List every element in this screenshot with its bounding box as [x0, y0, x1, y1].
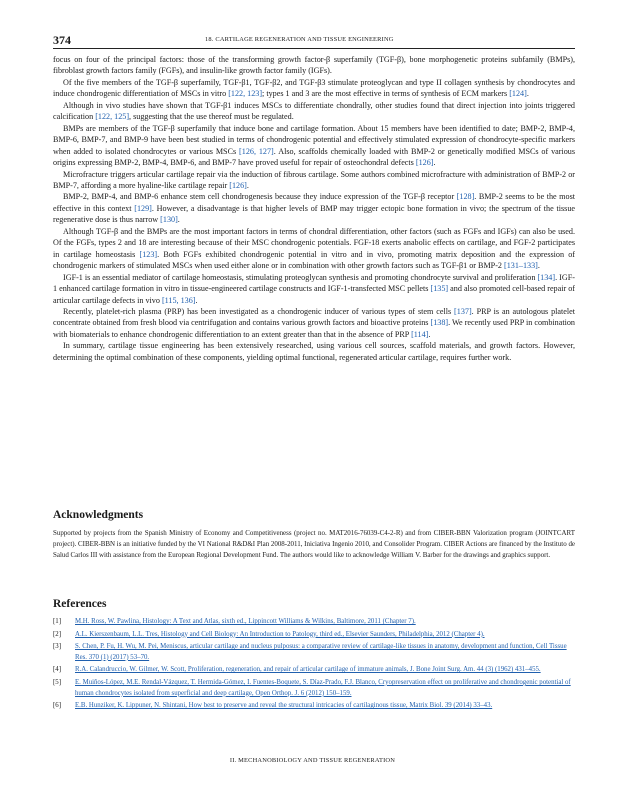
- text-run: .: [428, 329, 431, 339]
- body-paragraph: [53, 169, 575, 192]
- body-paragraph: [53, 100, 575, 123]
- text-run: . We recently used PRP in combination with biomaterials to enhance chondrogenic differentiation to an extent greater than that in the absence of PRP: [53, 318, 575, 339]
- text-run: BMP-2, BMP-4, and BMP-6 enhance stem cell chondrogenesis because they induce expression of the TGF-β receptor: [63, 192, 457, 202]
- text-run: Microfracture triggers articular cartilage repair via the induction of fibrous cartilage. Some authors combined microfracture with administration of BMP-2 or BMP-7, affording a more hyaline-like cartilage repair: [53, 169, 575, 190]
- citation-link[interactable]: [126]: [415, 158, 434, 168]
- reference-number: [2]: [53, 630, 61, 638]
- reference-link[interactable]: E.B. Hunziker, K. Lippuner, N. Shintani, How best to preserve and reveal the structural intricacies of cartilaginous tissue, Matrix Biol. 39 (2014) 33–43.: [75, 702, 493, 710]
- body-paragraph: [53, 77, 575, 100]
- part-footer: II. MECHANOBIOLOGY AND TISSUE REGENERATION: [229, 757, 396, 764]
- body-paragraph: [53, 54, 575, 77]
- citation-link[interactable]: [131–133]: [504, 261, 538, 271]
- text-run: .: [537, 261, 540, 271]
- reference-link[interactable]: A.L. Kierszenbaum, L.L. Tres, Histology and Cell Biology: An Introduction to Patology, third ed., Elsevier Saunders, Philadelphia, 2012 (Chapter 4).: [75, 630, 485, 638]
- text-run: . PRP is an autologous platelet concentrate obtained from fresh blood via centrifugation and contains various growth factors and bioactive proteins: [53, 306, 575, 328]
- citation-link[interactable]: [124]: [509, 89, 527, 99]
- text-run: Although TGF-β and the BMPs are the most important factors in terms of chondral differentiation, other factors (such as FGFs and IGFs) can also be used. Of the FGFs, types 2 and 18 are interesting because of their MSC chondrogenic potentials. FGF-18 exerts anabolic effects on cartilage, and FGF-2 participates in cartilage homeostasis: [53, 226, 575, 259]
- body-paragraph: [53, 272, 575, 306]
- text-run: Recently, platelet-rich plasma (PRP) has been investigated as a chondrogenic inducer of various types of stem cells: [63, 306, 455, 316]
- text-run: .: [246, 180, 249, 190]
- text-run: .: [433, 158, 436, 168]
- reference-number: [1]: [53, 618, 61, 625]
- text-run: .: [177, 215, 180, 225]
- text-run: . Also, scaffolds chemically loaded with BMP-2 or genetically modified MSCs of various origins expressing BMP-2, BMP-4, BMP-6, and BMP-7 have proved useful for repair of osteochondral defects: [53, 146, 576, 168]
- running-head: [53, 32, 575, 49]
- body-paragraph: [53, 340, 575, 363]
- body-paragraph: [53, 226, 575, 272]
- citation-link[interactable]: [122, 125]: [95, 112, 130, 122]
- reference-item: [53, 701, 575, 712]
- citation-link[interactable]: [123]: [139, 249, 158, 259]
- reference-number: [3]: [53, 643, 61, 651]
- body-paragraph: [53, 306, 575, 340]
- chapter-title: 18. CARTILAGE REGENERATION AND TISSUE ENGINEERING: [205, 36, 394, 43]
- reference-number: [4]: [53, 666, 61, 674]
- reference-item: [53, 678, 575, 699]
- reference-item: [53, 630, 575, 641]
- citation-link[interactable]: [126]: [229, 180, 247, 190]
- citation-link[interactable]: [130]: [160, 215, 178, 225]
- text-run: and also promoted cell-based repair of articular cartilage defects in vivo: [53, 284, 576, 305]
- acknowledgments-text: Supported by projects from the Spanish Ministry of Economy and Competitiveness (project no. MAT2016-76039-C4-2-R) and from CIBER-BBN Valorization program (JOINTCART project). CIBER-BBN is an initiative funded by the VI National R&D&I Plan 2008-2011, Iniciativa Ingenio 2010, and Consolider Program. CIBER Actions are financed by the Instituto de Salud Carlos III with assistance from the European Regional Development Fund. The authors would like to acknowledge William V. Barber for the drawings and graphics support.: [53, 529, 575, 560]
- text-run: .: [526, 89, 529, 99]
- citation-link[interactable]: [126, 127]: [239, 146, 274, 156]
- citation-link[interactable]: [137]: [454, 306, 472, 316]
- text-run: In summary, cartilage tissue engineering has been extensively researched, using various cell sources, scaffold materials, and growth factors. However, determining the optimal combination of these components, yielding optimal functional, regenerated articular cartilage, requires further work.: [53, 341, 575, 362]
- citation-link[interactable]: [135]: [430, 284, 449, 294]
- citation-link[interactable]: [115, 136]: [161, 295, 196, 305]
- acknowledgments-heading: Acknowledgments: [53, 509, 144, 521]
- reference-item: [53, 665, 575, 676]
- citation-link[interactable]: [122, 123]: [228, 89, 263, 99]
- citation-link[interactable]: [134]: [537, 272, 556, 282]
- reference-list: [53, 617, 575, 714]
- body-paragraph: [53, 191, 575, 225]
- references-heading: References: [53, 598, 107, 610]
- text-run: .: [195, 295, 198, 305]
- reference-number: [5]: [53, 678, 61, 686]
- citation-link[interactable]: [128]: [456, 192, 475, 202]
- citation-link[interactable]: [138]: [430, 318, 449, 328]
- text-run: Although in vivo studies have shown that TGF-β1 induces MSCs to differentiate chondrally, other studies found that direct injection into joints triggered calcification: [53, 100, 575, 122]
- text-run: BMPs are members of the TGF-β superfamily that induce bone and cartilage formation. About 15 members have been identified to date; BMP-2, BMP-4, BMP-6, BMP-7, and BMP-9 have been best studied in terms of chondrogenic potential and effectively stimulated expression of chondrocyte-specific markers when added to isolated chondrocytes or various MSCs: [53, 123, 575, 156]
- body-text: [53, 54, 575, 363]
- reference-item: [53, 617, 575, 628]
- reference-link[interactable]: E. Muiños-López, M.E. Rendal-Vázquez, T. Hermida-Gómez, I. Fuentes-Boquete, S. Díaz-Prado, F.J. Blanco, Cryopreservation effect on proliferative and chondrogenic potential of human chondrocytes isolated from superficial and deep cartilage, Open Orthop. J. 6 (2012) 150–159.: [75, 678, 571, 697]
- text-run: ; types 1 and 3 are the most effective in terms of synthesis of ECM markers: [262, 89, 510, 99]
- reference-number: [6]: [53, 702, 61, 710]
- citation-link[interactable]: [114]: [411, 329, 429, 339]
- text-run: IGF-1 is an essential mediator of cartilage homeostasis, stimulating proteoglycan synthesis and promoting chondrocyte survival and proliferation: [63, 272, 538, 282]
- text-run: Of the five members of the TGF-β superfamily, TGF-β1, TGF-β2, and TGF-β3 stimulate proteoglycan and type II collagen synthesis by chondrocytes and induce chondrogenic differentiation of MSCs in vitro: [53, 77, 575, 99]
- text-run: . However, a disadvantage is that higher levels of BMP may trigger ectopic bone formation in vivo; the spectrum of the tissue regenerative dose is thus narrow: [53, 203, 575, 225]
- text-run: , suggesting that the use thereof must be regulated.: [129, 112, 294, 122]
- citation-link[interactable]: [129]: [134, 203, 152, 213]
- reference-link[interactable]: R.A. Calandruccio, W. Gilmer, W. Scott, Proliferation, regeneration, and repair of articular cartilage of immature animals, J. Bone Joint Surg. Am. 44 (3) (1962) 431–455.: [75, 666, 541, 674]
- reference-link[interactable]: S. Chen, P. Fu, H. Wu, M. Pei, Meniscus, articular cartilage and nucleus pulposus: a comparative review of cartilage-like tissues in anatomy, development and function, Cell Tissue Res. 370 (1) (2017) 53–70.: [75, 643, 567, 661]
- text-run: . IGF-1 enhanced cartilage formation in vitro in tissue-engineered cartilage constructs and IGF-1-transfected MSC pellets: [53, 272, 575, 294]
- text-run: . BMP-2 seems to be the most effective in this context: [53, 192, 575, 213]
- body-paragraph: [53, 123, 575, 169]
- text-run: . Both FGFs exhibited chondrogenic potential in vitro and in vivo, promoting matrix deposition and the expression of chondrogenic markers of stimulated MSCs when used either alone or in combination with other growth factors such as TGF-β1 or BMP-2: [53, 249, 575, 271]
- page-number: 374: [53, 33, 71, 47]
- reference-item: [53, 642, 575, 663]
- reference-link[interactable]: M.H. Ross, W. Pawlina, Histology: A Text and Atlas, sixth ed., Lippincott Williams & Wilkins, Baltimore, 2011 (Chapter 7).: [75, 618, 416, 625]
- text-run: focus on four of the principal factors: those of the transforming growth factor-β superfamily (TGF-β), bone morphogenetic proteins subfamily (BMPs), fibroblast growth factors family (FGFs), and insulin-like growth factor family (IGFs).: [53, 55, 575, 76]
